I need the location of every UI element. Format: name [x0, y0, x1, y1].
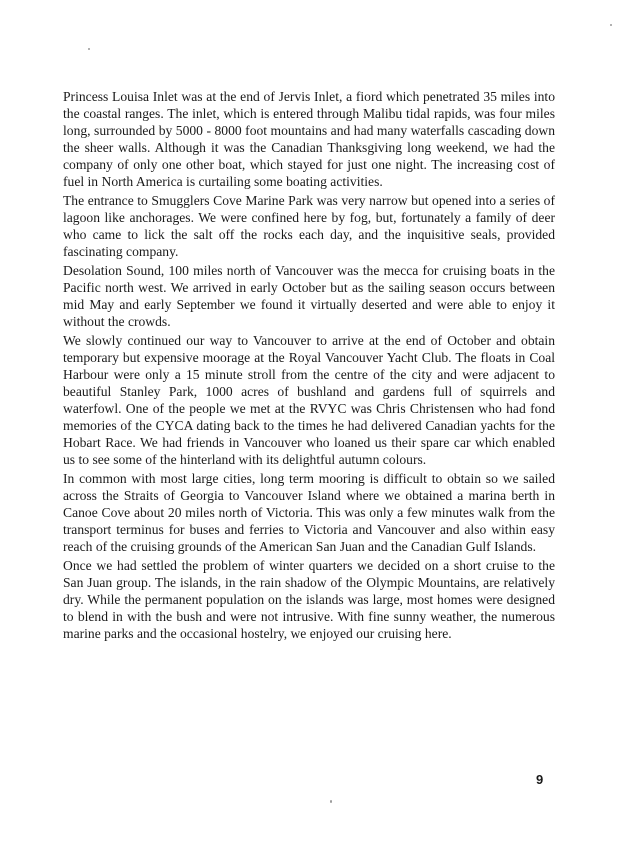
page-number: 9: [536, 772, 544, 787]
paragraph-desolation-sound: Desolation Sound, 100 miles north of Vancouver was the mecca for cruising boats in the Pacific north west. We arrived in early October but as the sailing season occurs between mid May and early September we found it virtually deserted and were able to enjoy it without the crowds.: [63, 263, 555, 329]
scan-speck: [88, 48, 90, 50]
body-text: [63, 88, 555, 644]
paragraph-winter-mooring: In common with most large cities, long term mooring is difficult to obtain so we sailed across the Straits of Georgia to Vancouver Island where we obtained a marina berth in Canoe Cove about 20 miles north of Victoria. This was only a few minutes walk from the transport terminus for buses and ferries to Victoria and Vancouver and also within easy reach of the cruising grounds of the American San Juan and the Canadian Gulf Islands.: [63, 471, 555, 554]
paragraph-princess-louisa: Princess Louisa Inlet was at the end of Jervis Inlet, a fiord which penetrated 35 miles into the coastal ranges. The inlet, which is entered through Malibu tidal rapids, was four miles long, surrounded by 5000 - 8000 foot mountains and had many waterfalls cascading down the sheer walls. Although it was the Canadian Thanksgiving long weekend, we had the company of only one other boat, which stayed for just one night. The increasing cost of fuel in North America is curtailing some boating activities.: [63, 89, 555, 189]
scan-speck: [610, 24, 612, 26]
paragraph-vancouver: We slowly continued our way to Vancouver to arrive at the end of October and obtain temporary but expensive moorage at the Royal Vancouver Yacht Club. The floats in Coal Harbour were only a 15 minute stroll from the centre of the city and were adjacent to beautiful Stanley Park, 1000 acres of bushland and gardens full of squirrels and waterfowl. One of the people we met at the RVYC was Chris Christensen who had fond memories of the CYCA dating back to the times he had delivered Canadian yachts for the Hobart Race. We had friends in Vancouver who loaned us their spare car which enabled us to see some of the hinterland with its delightful autumn colours.: [63, 333, 555, 467]
paragraph-smugglers-cove: The entrance to Smugglers Cove Marine Park was very narrow but opened into a series of lagoon like anchorages. We were confined here by fog, but, fortunately a family of deer who came to lick the salt off the rocks each day, and the inquisitive seals, provided fascinating company.: [63, 193, 555, 259]
paragraph-san-juan: Once we had settled the problem of winter quarters we decided on a short cruise to the San Juan group. The islands, in the rain shadow of the Olympic Mountains, are relatively dry. While the permanent population on the islands was large, most homes were designed to blend in with the bush and were not intrusive. With fine sunny weather, the numerous marine parks and the occasional hostelry, we enjoyed our cruising here.: [63, 558, 555, 641]
scan-speck: [330, 800, 332, 803]
